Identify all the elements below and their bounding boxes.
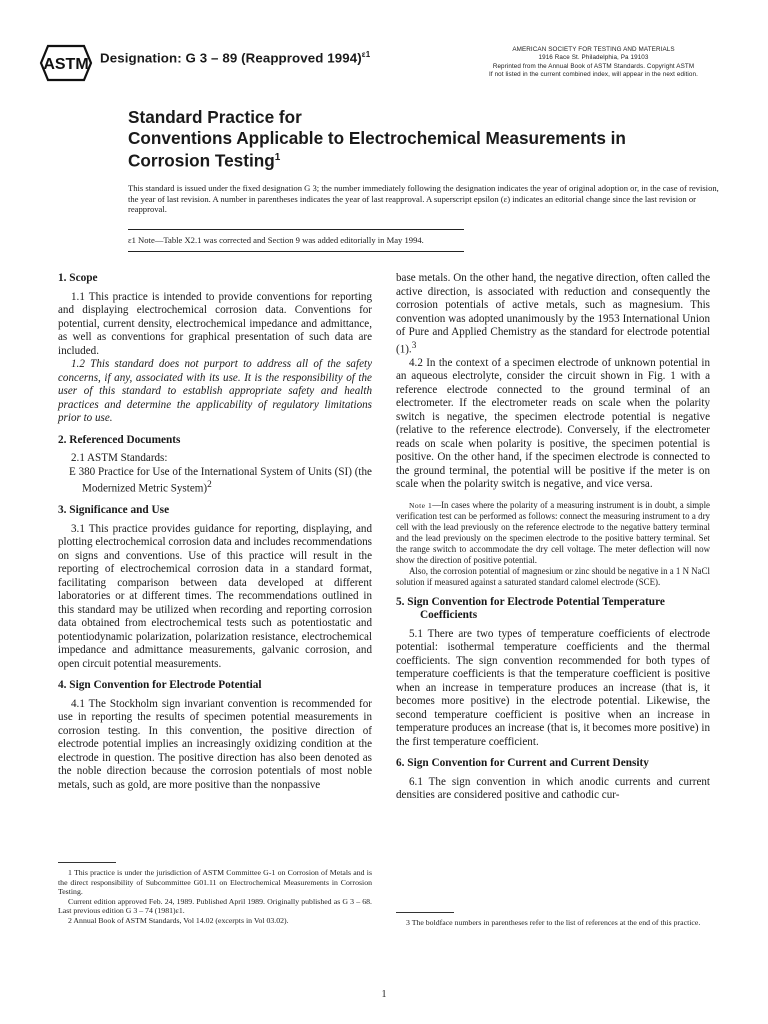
section-heading: 2. Referenced Documents (58, 433, 181, 446)
reference-item: E 380 Practice for Use of the International System of Units (SI) (the Modernized Metric System)$^2$ (69, 465, 372, 495)
paragraph: base metals. On the other hand, the negative direction, often called the active direction, is associated with reduction and consequently the corrosion potentials of active metals, such as magnesium. This convention was adopted unanimously by the 1953 International Union of Pure and Applied Chemistry as the standard for electrode potential (1).$^3$ (396, 272, 710, 356)
footnote: Current edition approved Feb. 24, 1989. Published April 1989. Originally published as G 3 – 68. Last previous edition G 3 – 74 (1981)ε1. (58, 896, 372, 916)
divider (128, 229, 464, 230)
footnote: 1 This practice is under the jurisdiction of ASTM Committee G-1 on Corrosion of Metals and is the direct responsibility of Subcommittee G01.11 on Electrochemical Measurements in Corrosion Testing. (58, 868, 372, 897)
divider (128, 251, 464, 252)
paragraph: 2.1 ASTM Standards: (71, 452, 168, 464)
publisher-info: AMERICAN SOCIETY FOR TESTING AND MATERIALS 1916 Race St. Philadelphia, Pa 19103 Reprinted from the Annual Book of ASTM Standards. Copyright ASTM If not listed in the current combined index, will appear in the next edition. (489, 46, 698, 78)
paragraph: 4.2 In the context of a specimen electrode of unknown potential in an aqueous electrolyte, consider the circuit shown in Fig. 1 with a reference electrode connected to the ground terminal of an electrometer. If the electrometer reads on scale when the polarity switch is negative, the specimen electrode potential is negative (relative to the reference electrode). Conversely, if the electrometer reads on scale when polarity is positive, the specimen potential is positive. On the other hand, if the specimen electrode is connected to the ground terminal, the potential will be positive if the meter is on scale when the polarity switch is negative, and vice versa. (396, 356, 710, 491)
section-heading: 4. Sign Convention for Electrode Potential (58, 679, 262, 692)
section-heading: 6. Sign Convention for Current and Current Density (396, 757, 649, 770)
left-column (58, 272, 372, 792)
document-title: Standard Practice for Conventions Applicable to Electrochemical Measurements in Corrosion Testing$^1$ (128, 107, 626, 171)
section-heading: 1. Scope (58, 272, 98, 284)
astm-logo (38, 42, 94, 84)
note-1: Note 1—In cases where the polarity of a measuring instrument is in doubt, a simple verification test can be performed as follows: connect the measuring instrument to a dry cell with the lead previously on the reference electrode to the negative battery terminal and the lead previously on the specimen electrode to the positive battery terminal. Set the range switch to accommodate the dry cell voltage. The meter deflection will now show the direction of positive potential. Also, the corrosion potential of magnesium or zinc should be negative in a 1 N NaCl solution if measured against a saturated standard calomel electrode (SCE). (396, 499, 710, 587)
logo-text: ASTM (43, 56, 89, 73)
paragraph: 3.1 This practice provides guidance for reporting, displaying, and plotting electrochemical corrosion data and includes recommendations on signs and conventions. Use of this practice will result in the reporting of electrochemical corrosion data in a standard format, facilitating comparison between data developed at different laboratories or at different times. The recommendations outlined in this standard may be utilized when recording and reporting corrosion data obtained from electrochemical tests such as potentiostatic and potentiodynamic polarization, polarization resistance, electrochemical impedance and admittance measurements, galvanic corrosion, and open circuit potential measurements. (58, 522, 372, 670)
paragraph: 6.1 The sign convention in which anodic currents and current densities are considered positive and cathodic cur- (396, 775, 710, 802)
designation: Designation: G 3 – 89 (Reapproved 1994)$^{\varepsilon 1}$ (100, 50, 371, 66)
section-heading: 3. Significance and Use (58, 504, 170, 517)
paragraph: 4.1 The Stockholm sign invariant convention is recommended for use in reporting the results of specimen potential measurements in corrosion testing. In this convention, the positive direction of electrode potential implies an increasingly oxidizing condition at the electrode in question. The positive direction has also been denoted as the noble direction because the corrosion potentials of most noble metals, such as gold, are more positive than the nonpassive (58, 697, 372, 791)
paragraph: 1.2 This standard does not purport to address all of the safety concerns, if any, associated with its use. It is the responsibility of the user of this standard to establish appropriate safety and health practices and determine the applicability of regulatory limitations prior to use. (58, 358, 372, 424)
footnote: 2 Annual Book of ASTM Standards, Vol 14.02 (excerpts in Vol 03.02). (68, 915, 289, 925)
footnotes-right (396, 918, 710, 928)
issue-note: This standard is issued under the fixed designation G 3; the number immediately following the designation indicates the year of original adoption or, in the case of revision, the year of last revision. A number in parentheses indicates the year of last reapproval. A superscript epsilon (ε) indicates an editorial change since the last revision or reapproval. (128, 183, 719, 215)
footnote: 3 The boldface numbers in parentheses refer to the list of references at the end of this practice. (406, 918, 701, 927)
section-heading: 5. Sign Convention for Electrode Potential Temperature Coefficients (396, 595, 665, 622)
page-number: 1 (381, 989, 387, 1000)
epsilon-note: ε1 Note—Table X2.1 was corrected and Section 9 was added editorially in May 1994. (128, 235, 424, 245)
footnotes-left (58, 868, 372, 926)
footnote-rule (58, 862, 116, 863)
right-column (396, 272, 710, 803)
footnote-rule (396, 912, 454, 913)
paragraph: 5.1 There are two types of temperature coefficients of electrode potential: isothermal temperature coefficients and the thermal coefficients. The sign convention recommended for both types of temperature coefficients is that the temperature coefficient is positive when an increase in temperature produces an increase (that is, it becomes more positive) in the electrode potential. Likewise, the second temperature coefficient is positive when an increase in temperature produces an increase (that is, it becomes more positive) in the first temperature coefficient. (396, 627, 710, 748)
paragraph: 1.1 This practice is intended to provide conventions for reporting and displaying electrochemical corrosion data. Conventions for potential, current density, electrochemical impedance and admittance, as well as conventions for graphical presentation of such data are included. (58, 290, 372, 357)
